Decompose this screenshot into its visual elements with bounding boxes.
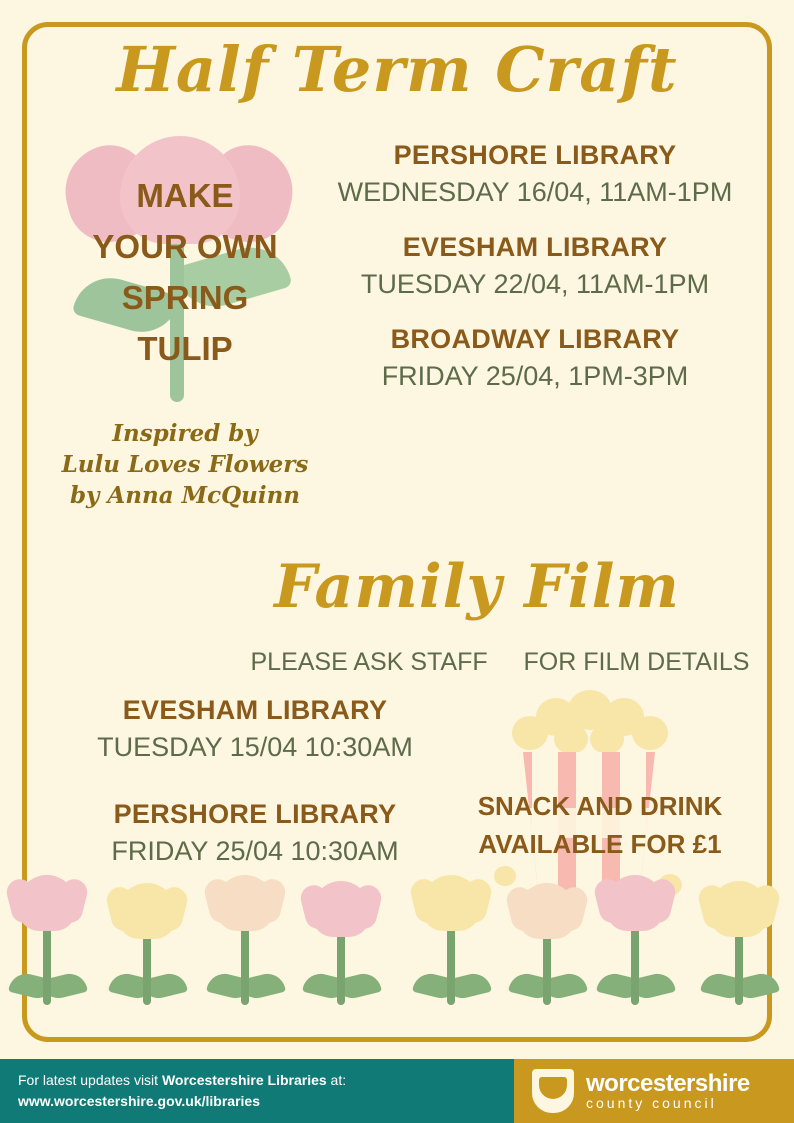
mini-tulip-head — [118, 883, 176, 939]
council-logo-wordmark — [586, 1071, 750, 1111]
council-logo-line-1: worcestershire — [586, 1070, 750, 1098]
craft-session-item — [300, 232, 770, 300]
film-session-datetime: TUESDAY 15/04 10:30AM — [97, 732, 413, 762]
film-session-item — [30, 695, 480, 763]
mini-tulip-head — [422, 875, 480, 931]
council-logo — [514, 1059, 794, 1123]
mini-tulip — [412, 875, 490, 1005]
craft-session-library: PERSHORE LIBRARY — [393, 140, 677, 170]
footer-url[interactable] — [18, 1091, 346, 1112]
mini-tulip — [108, 890, 186, 1005]
craft-session-item — [300, 140, 770, 208]
popcorn-kernel — [554, 724, 588, 754]
council-logo-line-2: county council — [586, 1095, 717, 1112]
footer-line-1 — [18, 1070, 346, 1091]
craft-session-datetime: FRIDAY 25/04, 1PM-3PM — [381, 361, 689, 391]
craft-headline-line-4: TULIP — [137, 330, 233, 368]
family-film-title: Family Film — [274, 552, 680, 622]
popcorn-kernel — [632, 716, 668, 750]
craft-headline-line-1: MAKE — [136, 177, 234, 214]
inspired-line-3: by Anna McQuinn — [69, 482, 301, 510]
mini-tulip-head — [606, 875, 664, 931]
popcorn-kernel — [590, 724, 624, 754]
footer-text — [0, 1070, 346, 1112]
mini-tulip — [700, 887, 778, 1005]
snack-notice-line-1: SNACK AND DRINK — [477, 791, 723, 821]
craft-headline — [40, 170, 330, 375]
craft-session-datetime: WEDNESDAY 16/04, 11AM-1PM — [337, 177, 733, 207]
craft-session-library: BROADWAY LIBRARY — [390, 324, 680, 354]
inspired-line-2: Lulu Loves Flowers — [61, 451, 309, 479]
footer-line-1-post: at: — [326, 1072, 347, 1088]
page-title: Half Term Craft — [116, 33, 678, 106]
film-subtitle-left: PLEASE ASK STAFF — [250, 648, 488, 676]
craft-session-item — [300, 324, 770, 392]
mini-tulip-head — [312, 881, 370, 937]
film-subtitle-right: FOR FILM DETAILS — [523, 648, 750, 676]
footer-line-1-bold: Worcestershire Libraries — [161, 1072, 327, 1088]
craft-session-library: EVESHAM LIBRARY — [402, 232, 668, 262]
mini-tulip — [508, 889, 586, 1005]
footer-bar — [0, 1059, 794, 1123]
craft-headline-line-3: SPRING — [121, 279, 249, 317]
mini-tulip — [302, 887, 380, 1005]
mini-tulip-head — [18, 875, 76, 931]
mini-tulip — [206, 875, 284, 1005]
mini-tulip — [8, 875, 86, 1005]
film-session-item — [30, 799, 480, 867]
footer-url-text: www.worcestershire.gov.uk/libraries — [18, 1093, 260, 1109]
craft-session-list — [300, 140, 770, 416]
mini-tulip-head — [710, 881, 768, 937]
family-film-subtitle — [230, 648, 770, 677]
craft-inspired-credit — [40, 418, 330, 511]
mini-tulip — [596, 875, 674, 1005]
snack-notice — [440, 788, 760, 863]
craft-session-datetime: TUESDAY 22/04, 11AM-1PM — [360, 269, 710, 299]
snack-notice-line-2: AVAILABLE FOR £1 — [478, 828, 722, 859]
footer-line-1-pre: For latest updates visit — [18, 1072, 162, 1088]
film-session-library: PERSHORE LIBRARY — [113, 799, 397, 829]
mini-tulip-head — [518, 883, 576, 939]
mini-tulip-head — [216, 875, 274, 931]
inspired-line-1: Inspired by — [112, 420, 258, 447]
crest-icon — [532, 1069, 574, 1113]
bottom-tulip-border — [0, 870, 794, 1005]
film-session-library: EVESHAM LIBRARY — [122, 695, 388, 725]
craft-headline-line-2: YOUR OWN — [92, 228, 278, 266]
film-session-datetime: FRIDAY 25/04 10:30AM — [111, 836, 399, 866]
